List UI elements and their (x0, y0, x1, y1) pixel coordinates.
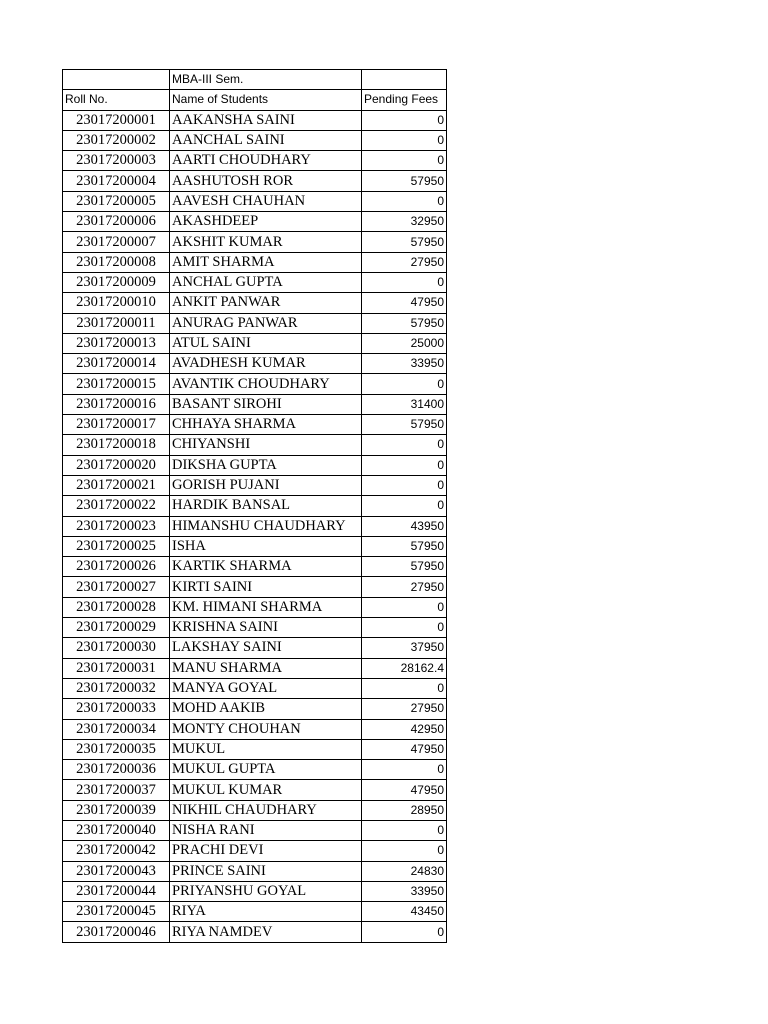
table-row (63, 678, 447, 698)
fees-cell: 0 (362, 272, 447, 292)
roll-cell: 23017200002 (63, 130, 170, 150)
fees-cell: 0 (362, 597, 447, 617)
table-row (63, 313, 447, 333)
fees-cell: 47950 (362, 293, 447, 313)
fees-cell: 32950 (362, 212, 447, 232)
table-row (63, 151, 447, 171)
table-row (63, 820, 447, 840)
fees-cell: 33950 (362, 881, 447, 901)
fees-cell: 37950 (362, 638, 447, 658)
fees-cell: 47950 (362, 739, 447, 759)
name-cell: MANYA GOYAL (170, 678, 362, 698)
name-cell: PRACHI DEVI (170, 841, 362, 861)
fees-cell: 57950 (362, 313, 447, 333)
table-row (63, 658, 447, 678)
name-cell: BASANT SIROHI (170, 394, 362, 414)
name-cell: KM. HIMANI SHARMA (170, 597, 362, 617)
fees-cell: 33950 (362, 354, 447, 374)
table-row (63, 881, 447, 901)
name-cell: AAKANSHA SAINI (170, 110, 362, 130)
roll-cell: 23017200025 (63, 536, 170, 556)
fees-cell: 0 (362, 678, 447, 698)
fees-cell: 47950 (362, 780, 447, 800)
roll-cell: 23017200022 (63, 496, 170, 516)
roll-cell: 23017200009 (63, 272, 170, 292)
name-cell: PRINCE SAINI (170, 861, 362, 881)
roll-cell: 23017200016 (63, 394, 170, 414)
fees-cell: 0 (362, 841, 447, 861)
roll-cell: 23017200001 (63, 110, 170, 130)
table-row (63, 719, 447, 739)
name-cell: MUKUL GUPTA (170, 760, 362, 780)
name-cell: AARTI CHOUDHARY (170, 151, 362, 171)
name-cell: AAVESH CHAUHAN (170, 191, 362, 211)
table-row (63, 354, 447, 374)
name-cell: ANCHAL GUPTA (170, 272, 362, 292)
table-row (63, 577, 447, 597)
table-row (63, 597, 447, 617)
fees-cell: 57950 (362, 536, 447, 556)
table-row (63, 536, 447, 556)
table-row (63, 557, 447, 577)
fees-cell: 43450 (362, 902, 447, 922)
fees-cell: 27950 (362, 577, 447, 597)
fees-cell: 0 (362, 110, 447, 130)
roll-cell: 23017200033 (63, 699, 170, 719)
name-cell: AANCHAL SAINI (170, 130, 362, 150)
table-row (63, 293, 447, 313)
name-cell: GORISH PUJANI (170, 475, 362, 495)
fees-table (62, 69, 447, 943)
fees-cell: 28950 (362, 800, 447, 820)
name-cell: NIKHIL CHAUDHARY (170, 800, 362, 820)
table-row (63, 191, 447, 211)
name-cell: AMIT SHARMA (170, 252, 362, 272)
table-row (63, 415, 447, 435)
roll-cell: 23017200042 (63, 841, 170, 861)
class-label: MBA-III Sem. (170, 70, 362, 90)
roll-cell: 23017200006 (63, 212, 170, 232)
table-row (63, 475, 447, 495)
fees-cell: 0 (362, 130, 447, 150)
roll-cell: 23017200037 (63, 780, 170, 800)
roll-cell: 23017200026 (63, 557, 170, 577)
roll-cell: 23017200017 (63, 415, 170, 435)
table-row (63, 130, 447, 150)
table-row (63, 922, 447, 942)
name-cell: RIYA (170, 902, 362, 922)
fees-cell: 0 (362, 374, 447, 394)
table-row (63, 902, 447, 922)
roll-cell: 23017200023 (63, 516, 170, 536)
name-cell: HIMANSHU CHAUDHARY (170, 516, 362, 536)
roll-cell: 23017200027 (63, 577, 170, 597)
fees-cell: 31400 (362, 394, 447, 414)
fees-header: Pending Fees (362, 90, 447, 110)
roll-cell: 23017200011 (63, 313, 170, 333)
name-cell: AVANTIK CHOUDHARY (170, 374, 362, 394)
roll-cell: 23017200035 (63, 739, 170, 759)
roll-cell: 23017200014 (63, 354, 170, 374)
name-cell: ANKIT PANWAR (170, 293, 362, 313)
roll-cell: 23017200039 (63, 800, 170, 820)
table-row (63, 110, 447, 130)
fees-cell: 0 (362, 475, 447, 495)
fees-cell: 28162.4 (362, 658, 447, 678)
roll-cell: 23017200013 (63, 333, 170, 353)
name-cell: ANURAG PANWAR (170, 313, 362, 333)
table-row (63, 374, 447, 394)
table-row (63, 638, 447, 658)
roll-cell: 23017200010 (63, 293, 170, 313)
name-cell: LAKSHAY SAINI (170, 638, 362, 658)
table-row (63, 780, 447, 800)
fees-cell: 57950 (362, 557, 447, 577)
name-cell: KARTIK SHARMA (170, 557, 362, 577)
table-row (63, 455, 447, 475)
roll-cell: 23017200004 (63, 171, 170, 191)
roll-cell: 23017200008 (63, 252, 170, 272)
name-cell: NISHA RANI (170, 820, 362, 840)
name-cell: MOHD AAKIB (170, 699, 362, 719)
roll-cell: 23017200036 (63, 760, 170, 780)
roll-cell: 23017200043 (63, 861, 170, 881)
roll-cell: 23017200044 (63, 881, 170, 901)
table-row (63, 252, 447, 272)
table-row (63, 618, 447, 638)
fees-cell: 57950 (362, 415, 447, 435)
name-cell: CHIYANSHI (170, 435, 362, 455)
fees-cell: 0 (362, 496, 447, 516)
name-cell: KIRTI SAINI (170, 577, 362, 597)
class-row (63, 70, 447, 90)
roll-cell: 23017200031 (63, 658, 170, 678)
roll-cell: 23017200034 (63, 719, 170, 739)
name-cell: AVADHESH KUMAR (170, 354, 362, 374)
name-cell: ATUL SAINI (170, 333, 362, 353)
fees-cell: 0 (362, 618, 447, 638)
fees-cell: 43950 (362, 516, 447, 536)
name-cell: AKASHDEEP (170, 212, 362, 232)
fees-cell: 42950 (362, 719, 447, 739)
name-cell: MANU SHARMA (170, 658, 362, 678)
header-row (63, 90, 447, 110)
roll-cell: 23017200003 (63, 151, 170, 171)
roll-cell: 23017200018 (63, 435, 170, 455)
name-cell: ISHA (170, 536, 362, 556)
roll-cell: 23017200030 (63, 638, 170, 658)
table-row (63, 841, 447, 861)
name-cell: MUKUL (170, 739, 362, 759)
fees-cell: 0 (362, 760, 447, 780)
roll-cell: 23017200020 (63, 455, 170, 475)
table-row (63, 861, 447, 881)
roll-cell: 23017200007 (63, 232, 170, 252)
name-cell: MONTY CHOUHAN (170, 719, 362, 739)
fees-cell: 57950 (362, 171, 447, 191)
roll-cell: 23017200045 (63, 902, 170, 922)
name-cell: KRISHNA SAINI (170, 618, 362, 638)
table-row (63, 171, 447, 191)
name-cell: AASHUTOSH ROR (170, 171, 362, 191)
roll-cell: 23017200029 (63, 618, 170, 638)
name-cell: RIYA NAMDEV (170, 922, 362, 942)
table-row (63, 394, 447, 414)
empty-cell (63, 70, 170, 90)
roll-cell: 23017200005 (63, 191, 170, 211)
name-cell: HARDIK BANSAL (170, 496, 362, 516)
fees-cell: 27950 (362, 252, 447, 272)
name-cell: PRIYANSHU GOYAL (170, 881, 362, 901)
fees-cell: 0 (362, 435, 447, 455)
table-row (63, 516, 447, 536)
name-cell: DIKSHA GUPTA (170, 455, 362, 475)
fees-cell: 57950 (362, 232, 447, 252)
table-row (63, 699, 447, 719)
fees-cell: 0 (362, 922, 447, 942)
roll-cell: 23017200015 (63, 374, 170, 394)
name-cell: CHHAYA SHARMA (170, 415, 362, 435)
table-row (63, 760, 447, 780)
fees-cell: 0 (362, 191, 447, 211)
table-row (63, 739, 447, 759)
table-row (63, 800, 447, 820)
empty-cell (362, 70, 447, 90)
name-cell: MUKUL KUMAR (170, 780, 362, 800)
fees-cell: 27950 (362, 699, 447, 719)
fees-cell: 24830 (362, 861, 447, 881)
fees-cell: 0 (362, 455, 447, 475)
table-row (63, 232, 447, 252)
table-row (63, 272, 447, 292)
roll-cell: 23017200046 (63, 922, 170, 942)
table-row (63, 496, 447, 516)
fees-cell: 0 (362, 151, 447, 171)
roll-header: Roll No. (63, 90, 170, 110)
table-row (63, 212, 447, 232)
roll-cell: 23017200028 (63, 597, 170, 617)
table-row (63, 333, 447, 353)
name-header: Name of Students (170, 90, 362, 110)
roll-cell: 23017200040 (63, 820, 170, 840)
roll-cell: 23017200032 (63, 678, 170, 698)
roll-cell: 23017200021 (63, 475, 170, 495)
table-row (63, 435, 447, 455)
fees-cell: 0 (362, 820, 447, 840)
name-cell: AKSHIT KUMAR (170, 232, 362, 252)
fees-cell: 25000 (362, 333, 447, 353)
